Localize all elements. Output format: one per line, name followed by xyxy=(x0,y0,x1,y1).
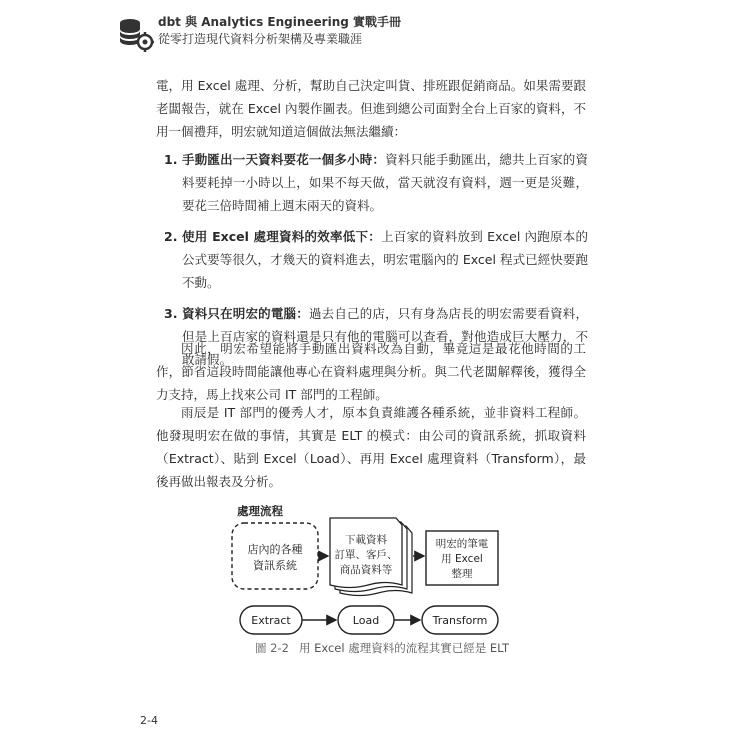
source-systems-box xyxy=(232,523,318,589)
list-item-text: 資料只能手動匯出，總共上百家的資料要耗掉一小時以上，如果不每天做，當天就沒有資料，週一更是災難，要花三倍時間補上週末兩天的資料。 xyxy=(182,152,588,213)
figure-caption-text: 用 Excel 處理資料的流程其實已經是 ELT xyxy=(298,641,509,655)
source-line-2: 資訊系統 xyxy=(253,559,297,572)
list-item-text: 上百家的資料放到 Excel 內跑原本的公式要等很久，才幾天的資料進去，明宏電腦內的 Excel 程式已經快要跑不動。 xyxy=(182,229,589,290)
list-item-heading: 使用 Excel 處理資料的效率低下： xyxy=(182,229,381,244)
book-title: dbt 與 Analytics Engineering 實戰手冊 xyxy=(158,15,402,29)
laptop-line-1: 明宏的筆電 xyxy=(435,538,489,550)
page-number: 2-4 xyxy=(140,714,158,727)
list-number: 2. xyxy=(164,229,178,244)
list-item-heading: 資料只在明宏的電腦： xyxy=(182,306,309,321)
laptop-line-2: 用 Excel xyxy=(441,553,483,565)
figure-caption xyxy=(255,640,509,656)
list-item xyxy=(158,148,588,217)
list-item-heading: 手動匯出一天資料要花一個多小時： xyxy=(182,152,386,167)
transform-label: Transform xyxy=(432,614,488,627)
laptop-line-3: 整理 xyxy=(451,568,473,580)
docs-line-2: 訂單、客戶、 xyxy=(334,549,398,561)
paragraph-intro: 電，用 Excel 處理、分析，幫助自己決定叫貨、排班跟促銷商品。如果需要跟老闆報告，就在 Excel 內製作圖表。但進到總公司面對全台上百家的資料，不用一個禮拜，明宏就知道這個做法無法繼續： xyxy=(156,78,586,139)
load-label: Load xyxy=(352,614,380,627)
docs-line-3: 商品資料等 xyxy=(339,564,393,576)
paragraph-elt: 雨辰是 IT 部門的優秀人才，原本負責維護各種系統，並非資料工程師。他發現明宏在做的事情，其實是 ELT 的模式：由公司的資訊系統，抓取資料（Extract）、貼到 Excel（Load）、再用 Excel 處理資料（Transform），最後再做出報表及分析。 xyxy=(156,405,586,489)
diagram-title: 處理流程 xyxy=(237,504,283,518)
list-item-text: 過去自己的店，只有身為店長的明宏需要看資料，但是上百店家的資料還是只有他的電腦可以查看，對他造成巨大壓力，不敢請假。 xyxy=(182,306,588,367)
figure-number: 圖 2-2 xyxy=(255,641,289,655)
source-line-1: 店內的各種 xyxy=(247,543,303,556)
list-number: 1. xyxy=(164,152,178,167)
list-item xyxy=(158,225,588,294)
database-gear-icon xyxy=(118,16,154,52)
paragraph-automation: 因此，明宏希望能將手動匯出資料改為自動，畢竟這是最花他時間的工作，節省這段時間能讓他專心在資料處理與分析。與二代老闆解釋後，獲得全力支持，馬上找來公司 IT 部門的工程師。 xyxy=(156,341,586,402)
book-subtitle: 從零打造現代資料分析架構及專業職涯 xyxy=(158,32,363,46)
extract-label: Extract xyxy=(251,614,291,627)
list-number: 3. xyxy=(164,306,178,321)
docs-line-1: 下載資料 xyxy=(345,534,387,546)
